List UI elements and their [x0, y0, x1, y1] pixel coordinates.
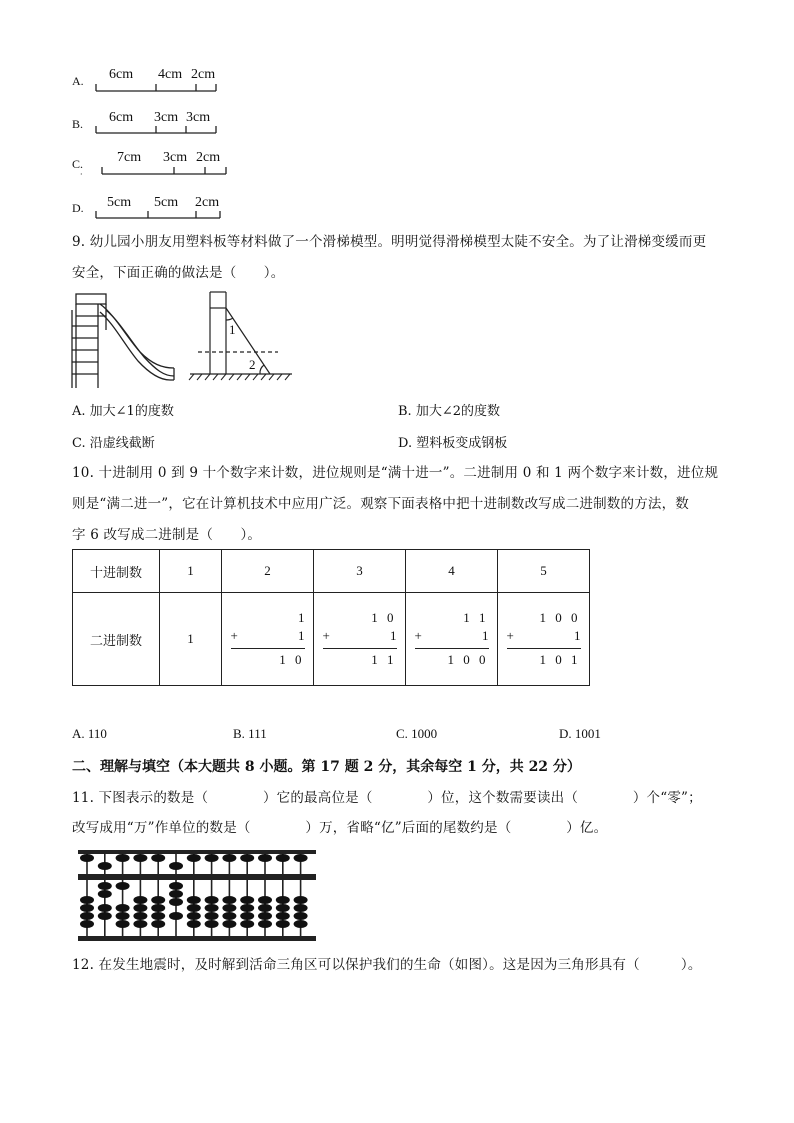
abacus-bead — [80, 912, 94, 920]
abacus-bead — [276, 912, 290, 920]
abacus-bead — [133, 854, 147, 862]
plus-sign: + — [230, 628, 238, 643]
segment-label: 3cm — [154, 110, 179, 125]
binary-row — [73, 593, 590, 686]
sum-line — [231, 648, 305, 649]
abacus-bead — [258, 854, 272, 862]
abacus-bead — [222, 920, 236, 928]
abacus-bead — [258, 920, 272, 928]
angle-1-label: 1 — [229, 322, 236, 337]
sum-result: 1 0 1 — [539, 652, 581, 667]
abacus-bead — [205, 854, 219, 862]
abacus-bead — [151, 912, 165, 920]
abacus-bead — [276, 920, 290, 928]
addition-stack — [323, 610, 397, 668]
slide-model-picture — [70, 290, 180, 390]
abacus-bead — [151, 904, 165, 912]
addend-top: 1 1 — [463, 610, 489, 625]
q9-text-line-2: 安全，下面正确的做法是（ ）。 — [72, 265, 285, 281]
abacus-bead — [205, 912, 219, 920]
abacus-bead — [133, 912, 147, 920]
abacus-bead — [80, 896, 94, 904]
plus-sign: + — [322, 628, 330, 643]
abacus-bead — [258, 904, 272, 912]
abacus-bead — [222, 854, 236, 862]
sum-result: 1 0 — [279, 652, 305, 667]
option-letter: B. — [72, 117, 84, 131]
addend-bottom: 1 — [482, 628, 489, 643]
abacus-bead — [116, 882, 130, 890]
abacus-bead — [169, 898, 183, 906]
abacus-bead — [98, 904, 112, 912]
q10-choice-a[interactable]: A. 110 — [72, 726, 107, 741]
q10-choice-b[interactable]: B. 111 — [233, 726, 267, 741]
addend-bottom: 1 — [298, 628, 305, 643]
abacus-bead — [80, 920, 94, 928]
abacus-bead — [80, 904, 94, 912]
segment-label: 2cm — [195, 195, 220, 210]
abacus-bead — [240, 854, 254, 862]
abacus-bead — [276, 854, 290, 862]
abacus-bead — [222, 896, 236, 904]
sum-result: 1 1 — [371, 652, 397, 667]
decimal-cell: 1 — [160, 550, 222, 593]
plus-sign: + — [506, 628, 514, 643]
abacus-bead — [151, 920, 165, 928]
abacus-bead — [116, 854, 130, 862]
q10-text-line-3: 字 6 改写成二进制是（ ）。 — [72, 527, 262, 543]
addition-stack — [231, 610, 305, 668]
abacus-bead — [276, 904, 290, 912]
plus-sign: + — [414, 628, 422, 643]
abacus-bead — [294, 854, 308, 862]
q10-text-line-2: 则是“满二进一”，它在计算机技术中应用广泛。观察下面表格中把十进制数改写成二进制数的方法，数 — [72, 496, 690, 512]
segment-line — [94, 209, 224, 221]
q12-text: 12. 在发生地震时，及时解到活命三角区可以保护我们的生命（如图）。这是因为三角形具有（ ）。 — [72, 957, 702, 973]
abacus-bead — [240, 896, 254, 904]
addend-bottom: 1 — [574, 628, 581, 643]
abacus-bead — [116, 912, 130, 920]
row-header-decimal: 十进制数 — [73, 550, 160, 593]
segment-label: 3cm — [163, 150, 188, 165]
q10-choice-d[interactable]: D. 1001 — [559, 726, 601, 741]
segment-label: 7cm — [117, 150, 142, 165]
addend-top: 1 — [298, 610, 305, 625]
section-2-heading: 二、理解与填空（本大题共 8 小题。第 17 题 2 分，其余每空 1 分，共 22 分） — [72, 759, 581, 775]
abacus-bead — [240, 920, 254, 928]
binary-calc-cell — [498, 593, 590, 686]
abacus-bead — [187, 920, 201, 928]
segment-label: 6cm — [109, 67, 134, 82]
abacus-bead — [187, 912, 201, 920]
abacus-bead — [169, 912, 183, 920]
addend-top: 1 0 — [371, 610, 397, 625]
q10-text-line-1: 10. 十进制用 0 到 9 十个数字来计数，进位规则是“满十进一”。二进制用 0 和 1 两个数字来计数，进位规 — [72, 465, 719, 481]
sum-result: 1 0 0 — [447, 652, 489, 667]
abacus-bead — [222, 904, 236, 912]
abacus-picture — [78, 850, 318, 942]
option-letter: A. — [72, 74, 84, 88]
q9-choice-c[interactable]: C. 沿虚线截断 — [72, 436, 155, 451]
q9-choice-a[interactable]: A. 加大∠1的度数 — [72, 404, 174, 419]
segment-label: 2cm — [196, 150, 221, 165]
binary-calc-cell — [406, 593, 498, 686]
q11-text-line-1: 11. 下图表示的数是（ ）它的最高位是（ ）位，这个数需要读出（ ）个“零”； — [72, 790, 702, 806]
abacus-bead — [187, 896, 201, 904]
abacus-bead — [169, 862, 183, 870]
abacus-bead — [222, 912, 236, 920]
abacus-bead — [133, 920, 147, 928]
abacus-bead — [116, 920, 130, 928]
addition-stack — [507, 610, 581, 668]
abacus-bead — [205, 896, 219, 904]
segment-label: 2cm — [191, 67, 216, 82]
abacus-bead — [294, 896, 308, 904]
row-header-binary: 二进制数 — [73, 593, 160, 686]
q9-choice-d[interactable]: D. 塑料板变成钢板 — [398, 436, 508, 451]
addend-bottom: 1 — [390, 628, 397, 643]
abacus-bead — [240, 904, 254, 912]
addend-top: 1 0 0 — [539, 610, 581, 625]
segment-line — [94, 165, 230, 177]
sum-line — [507, 648, 581, 649]
binary-calc-cell — [222, 593, 314, 686]
sum-line — [323, 648, 397, 649]
q11-text-line-2: 改写成用“万”作单位的数是（ ）万，省略“亿”后面的尾数约是（ ）亿。 — [72, 820, 608, 836]
stray-dot: · — [80, 170, 83, 179]
segment-label: 6cm — [109, 110, 134, 125]
abacus-bead — [187, 854, 201, 862]
abacus-bead — [133, 904, 147, 912]
abacus-bead — [133, 896, 147, 904]
segment-label: 4cm — [158, 67, 183, 82]
abacus-bead — [205, 904, 219, 912]
abacus-bead — [98, 862, 112, 870]
binary-calc-cell — [314, 593, 406, 686]
abacus-bead — [169, 882, 183, 890]
q9-choice-b[interactable]: B. 加大∠2的度数 — [398, 404, 500, 419]
abacus-bead — [98, 890, 112, 898]
binary-cell: 1 — [160, 593, 222, 686]
decimal-cell: 2 — [222, 550, 314, 593]
abacus-bead — [151, 854, 165, 862]
option-letter: D. — [72, 201, 84, 215]
segment-line — [94, 82, 220, 94]
decimal-cell: 5 — [498, 550, 590, 593]
abacus-bead — [294, 912, 308, 920]
binary-table — [72, 549, 590, 686]
segment-label: 5cm — [154, 195, 179, 210]
abacus-bead — [98, 882, 112, 890]
slide-angle-diagram — [186, 288, 296, 384]
abacus-bead — [151, 896, 165, 904]
abacus-bead — [205, 920, 219, 928]
abacus-bead — [258, 912, 272, 920]
segment-line — [94, 124, 220, 136]
abacus-bead — [240, 912, 254, 920]
abacus-bead — [294, 904, 308, 912]
decimal-cell: 4 — [406, 550, 498, 593]
angle-2-label: 2 — [249, 357, 256, 372]
decimal-row — [73, 550, 590, 593]
segment-label: 5cm — [107, 195, 132, 210]
abacus-bead — [258, 896, 272, 904]
addition-stack — [415, 610, 489, 668]
decimal-cell: 3 — [314, 550, 406, 593]
abacus-bead — [116, 904, 130, 912]
abacus-bead — [187, 904, 201, 912]
sum-line — [415, 648, 489, 649]
option-letter: C. — [72, 157, 84, 171]
abacus-bead — [276, 896, 290, 904]
q10-choice-c[interactable]: C. 1000 — [396, 726, 438, 741]
abacus-bead — [98, 912, 112, 920]
abacus-bead — [169, 890, 183, 898]
abacus-bead — [294, 920, 308, 928]
abacus-bead — [80, 854, 94, 862]
q9-text-line-1: 9. 幼儿园小朋友用塑料板等材料做了一个滑梯模型。明明觉得滑梯模型太陡不安全。为了让滑梯变缓而更 — [72, 234, 707, 250]
segment-label: 3cm — [186, 110, 211, 125]
